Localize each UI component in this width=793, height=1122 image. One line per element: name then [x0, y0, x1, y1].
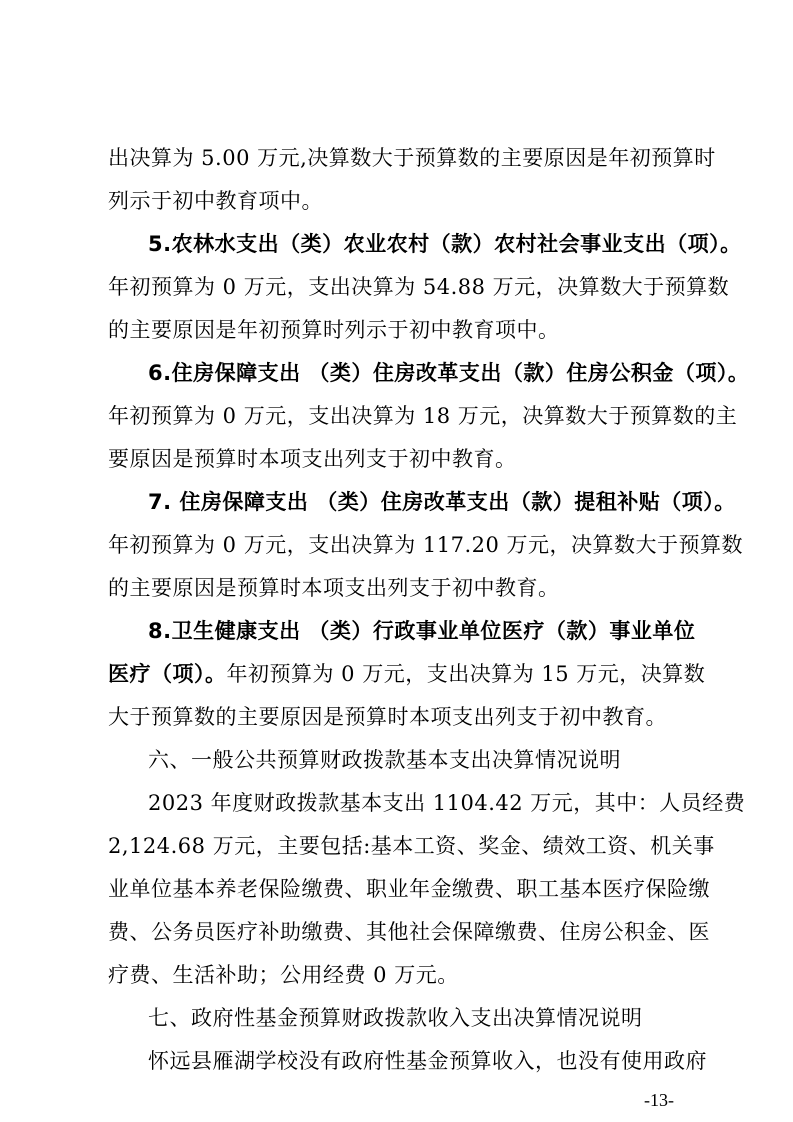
paragraph-line: 2023 年度财政拨款基本支出 1104.42 万元，其中：人员经费	[148, 791, 746, 815]
item-6-heading: 6.住房保障支出 （类）住房改革支出（款）住房公积金（项）。	[148, 361, 750, 385]
paragraph-line: 2,124.68 万元，主要包括:基本工资、奖金、绩效工资、机关事	[108, 834, 715, 858]
paragraph-line: 的主要原因是预算时本项支出列支于初中教育。	[108, 576, 560, 600]
paragraph-line: 疗费、生活补助；公用经费 0 万元。	[108, 963, 459, 987]
paragraph-line: 业单位基本养老保险缴费、职业年金缴费、职工基本医疗保险缴	[108, 877, 710, 901]
paragraph-line: 费、公务员医疗补助缴费、其他社会保障缴费、住房公积金、医	[108, 920, 710, 944]
paragraph-line: 列示于初中教育项中。	[108, 189, 323, 213]
paragraph-text: 年初预算为 0 万元，支出决算为 15 万元，决算数	[226, 662, 706, 686]
item-8-heading: 8.卫生健康支出 （类）行政事业单位医疗（款）事业单位	[148, 619, 696, 643]
paragraph-line: 怀远县雁湖学校没有政府性基金预算收入，也没有使用政府	[148, 1049, 707, 1073]
section-7-heading: 七、政府性基金预算财政拨款收入支出决算情况说明	[148, 1006, 643, 1030]
paragraph-line: 年初预算为 0 万元，支出决算为 117.20 万元，决算数大于预算数	[108, 533, 744, 557]
item-7-heading: 7. 住房保障支出 （类）住房改革支出（款）提租补贴（项）。	[148, 490, 736, 514]
section-6-heading: 六、一般公共预算财政拨款基本支出决算情况说明	[148, 748, 621, 772]
item-5-heading: 5.农林水支出（类）农业农村（款）农村社会事业支出（项）。	[148, 232, 742, 256]
paragraph-line: 的主要原因是年初预算时列示于初中教育项中。	[108, 318, 560, 342]
paragraph-line: 年初预算为 0 万元，支出决算为 18 万元，决算数大于预算数的主	[108, 404, 738, 428]
paragraph-line: 要原因是预算时本项支出列支于初中教育。	[108, 447, 517, 471]
item-8-heading-end: 医疗（项）。	[108, 662, 227, 686]
paragraph-line: 年初预算为 0 万元，支出决算为 54.88 万元，决算数大于预算数	[108, 275, 730, 299]
paragraph-line: 大于预算数的主要原因是预算时本项支出列支于初中教育。	[108, 705, 667, 729]
paragraph-line-mixed	[108, 659, 705, 689]
page-number: -13-	[644, 1090, 674, 1110]
paragraph-line-continuation: 出决算为 5.00 万元,决算数大于预算数的主要原因是年初预算时	[108, 146, 716, 170]
